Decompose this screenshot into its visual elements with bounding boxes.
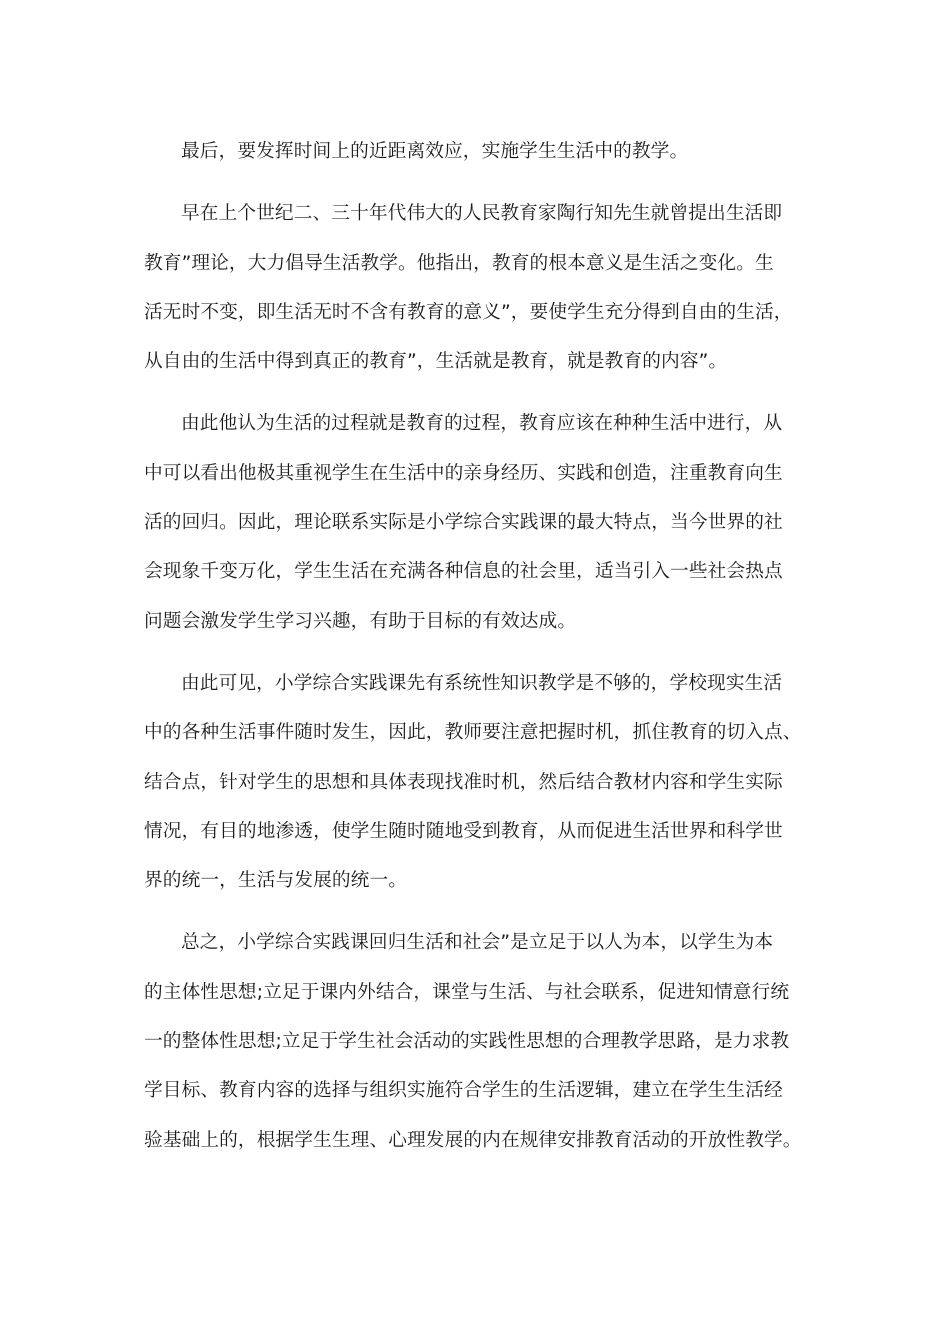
- paragraph-line: 结合点，针对学生的思想和具体表现找准时机，然后结合教材内容和学生实际: [144, 771, 783, 793]
- paragraph-line: 从自由的生活中得到真正的教育”，生活就是教育，就是教育的内容”。: [144, 351, 728, 373]
- paragraph-line: 会现象千变万化，学生生活在充满各种信息的社会里，适当引入一些社会热点: [144, 561, 783, 583]
- paragraph-line: 问题会激发学生学习兴趣，有助于目标的有效达成。: [144, 610, 577, 632]
- paragraph-line: 由此可见，小学综合实践课先有系统性知识教学是不够的，学校现实生活: [181, 672, 783, 694]
- paragraph-line: 界的统一，生活与发展的统一。: [144, 870, 408, 892]
- paragraph-line: 验基础上的，根据学生生理、心理发展的内在规律安排教育活动的开放性教学。: [144, 1129, 802, 1151]
- paragraph-line: 学目标、教育内容的选择与组织实施符合学生的生活逻辑，建立在学生生活经: [144, 1080, 783, 1102]
- paragraph-line: 早在上个世纪二、三十年代伟大的人民教育家陶行知先生就曾提出生活即: [181, 203, 783, 225]
- paragraph-line: 一的整体性思想;立足于学生社会活动的实践性思想的合理教学思路，是力求教: [144, 1031, 790, 1053]
- body-text: [144, 127, 806, 1178]
- paragraph-line: 最后，要发挥时间上的近距离效应，实施学生生活中的教学。: [181, 141, 689, 162]
- paragraph-5: [144, 918, 806, 1164]
- paragraph-1: [144, 127, 806, 176]
- paragraph-line: 中可以看出他极其重视学生在生活中的亲身经历、实践和创造，注重教育向生: [144, 462, 783, 484]
- paragraph-line: 活的回归。因此，理论联系实际是小学综合实践课的最大特点，当今世界的社: [144, 512, 783, 534]
- paragraph-line: 教育”理论，大力倡导生活教学。他指出，教育的根本意义是生活之变化。生: [144, 252, 774, 274]
- paragraph-line: 的主体性思想;立足于课内外结合，课堂与生活、与社会联系，促进知情意行统: [144, 981, 790, 1003]
- paragraph-line: 活无时不变，即生活无时不含有教育的意义”，要使学生充分得到自由的生活，: [144, 301, 793, 323]
- paragraph-2: [144, 189, 806, 386]
- paragraph-line: 情况，有目的地渗透，使学生随时随地受到教育，从而促进生活世界和科学世: [144, 820, 783, 842]
- paragraph-4: [144, 659, 806, 905]
- paragraph-line: 中的各种生活事件随时发生，因此，教师要注意把握时机，抓住教育的切入点、: [144, 722, 802, 744]
- paragraph-line: 由此他认为生活的过程就是教育的过程，教育应该在种种生活中进行，从: [181, 413, 783, 435]
- paragraph-line: 总之，小学综合实践课回归生活和社会”是立足于以人为本，以学生为本: [181, 932, 774, 954]
- paragraph-3: [144, 399, 806, 645]
